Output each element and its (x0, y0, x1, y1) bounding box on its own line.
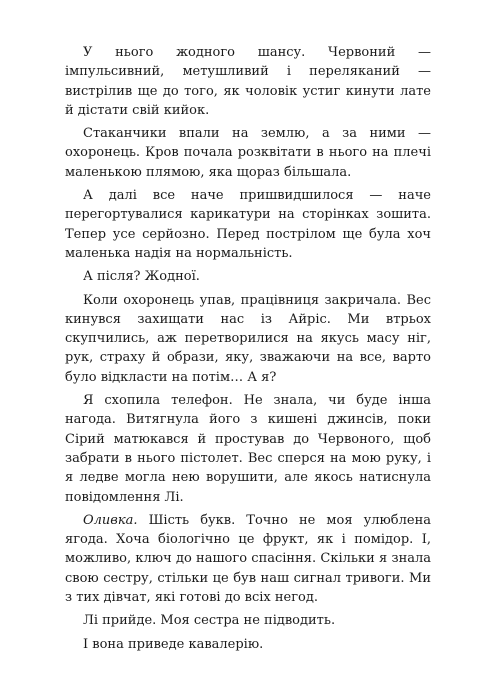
paragraph (65, 511, 431, 607)
paragraph-text: У нього жодного шансу. Червоний — імпульсивний, метушливий і переляканий — вистрілив ще до того, як чоловік устиг кинути лате й дістати свій кийок. (65, 45, 431, 118)
paragraph (65, 267, 431, 286)
paragraph-text: І вона приведе кавалерію. (83, 636, 264, 652)
paragraph-text: А після? Жодної. (83, 269, 200, 285)
paragraph (65, 391, 431, 507)
page-body-text (65, 43, 431, 658)
paragraph (65, 186, 431, 263)
paragraph-text: Я схопила телефон. Не знала, чи буде інша нагода. Витягнула його з кишені джинсів, поки Сірий матюкався й простував до Червоного, щоб забрати в нього пістолет. Вес сперся на мою руку, і я ледве могла нею ворушити, але якось натиснула повідомлення Лі. (65, 393, 431, 505)
paragraph (65, 43, 431, 120)
paragraph-text: Стаканчики впали на землю, а за ними — охоронець. Кров почала розквітати в нього на плечі маленькою плямою, яка щораз більшала. (65, 126, 431, 180)
paragraph (65, 124, 431, 182)
paragraph (65, 611, 431, 630)
paragraph (65, 635, 431, 654)
paragraph-text: Коли охоронець упав, працівниця закричала. Вес кинувся захищати нас із Айріс. Ми втрьох скупчились, аж перетворилися на якусь масу ніг, рук, страху й образи, яку, зважаючи на все, варто було відкласти на потім… А я? (65, 292, 431, 385)
paragraph-text: Шість букв. Точно не моя улюблена ягода. Хоча біологічно це фрукт, як і помідор. І, можливо, ключ до нашого спасіння. Скільки я знала свою сестру, стільки це був наш сигнал тривоги. Ми з тих дівчат, які готові до всіх негод. (65, 512, 431, 606)
italic-word: Оливка. (83, 512, 138, 528)
paragraph-text: А далі все наче пришвидшилося — наче перегортувалися карикатури на сторінках зошита. Тепер усе серйозно. Перед пострілом ще була хоч маленька надія на нормальність. (65, 188, 431, 261)
paragraph (65, 291, 431, 387)
paragraph-text: Лі прийде. Моя сестра не підводить. (83, 613, 336, 629)
